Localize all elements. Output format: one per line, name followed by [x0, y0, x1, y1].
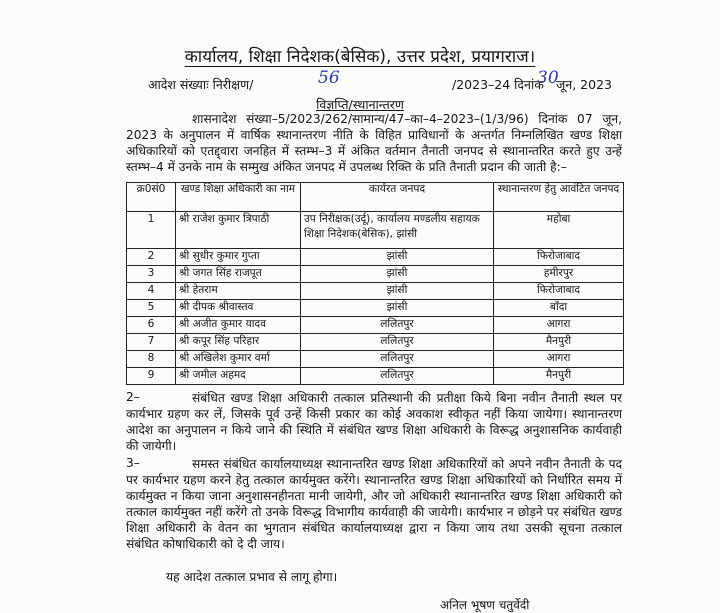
- table-row: [127, 212, 624, 249]
- serial-cell: 9: [127, 368, 176, 385]
- order-number: 56: [318, 68, 340, 88]
- order-label: आदेश संख्याः निरीक्षण/: [148, 77, 254, 92]
- current-district-cell: झांसी: [301, 266, 494, 283]
- name-cell: श्री कपूर सिंह परिहार: [176, 334, 301, 351]
- signature-name: अनिल भूषण चतुर्वेदी: [440, 598, 530, 612]
- order-year: /2023–24 दिनांक: [452, 77, 544, 92]
- serial-cell: 4: [127, 283, 176, 300]
- serial-cell: 5: [127, 300, 176, 317]
- name-cell: श्री राजेश कुमार त्रिपाठी: [176, 212, 301, 249]
- intro-paragraph: शासनादेश संख्या–5/2023/262/सामान्य/47–का–4–2023–(1/3/96) दिनांक 07 जून, 2023 के अनुपालन में वार्षिक स्थानान्तरण नीति के विहित प्राविधानों के अन्तर्गत निम्नलिखित खण्ड शिक्षा अधिकारियों को एतद्द्वारा जनहित में स्तम्भ–3 में अंकित वर्तमान तैनाती जनपद से स्थानान्तरित करते हुए उन्हें स्तम्भ–4 में उनके नाम के सम्मुख अंकित जनपद में उपलब्ध रिक्ति के प्रति तैनाती प्रदान की जाती है:–: [126, 112, 622, 174]
- table-header-row: [127, 183, 624, 212]
- current-district-cell: झांसी: [301, 249, 494, 266]
- closing-line: यह आदेश तत्काल प्रभाव से लागू होगा।: [166, 570, 338, 584]
- name-cell: श्री जमील अहमद: [176, 368, 301, 385]
- current-district-cell: ललितपुर: [301, 351, 494, 368]
- serial-cell: 1: [127, 212, 176, 249]
- serial-cell: 8: [127, 351, 176, 368]
- point-2-paragraph: संबंधित खण्ड शिक्षा अधिकारी तत्काल प्रतिस्थानी की प्रतीक्षा किये बिना नवीन तैनाती स्थल पर कार्यभार ग्रहण कर लें, जिसके पूर्व उन्हें किसी प्रकार का कोई अवकाश स्वीकृत नहीं किया जायेगा। स्थानान्तरण आदेश का अनुपालन न किये जाने की स्थिति में संबंधित खण्ड शिक्षा अधिकारी के विरूद्ध अनुशासनिक कार्यवाही की जायेगी।: [126, 391, 622, 453]
- table-row: [127, 249, 624, 266]
- point-2-number: 2–: [126, 390, 140, 404]
- col-header-allotted-district: स्थानान्तरण हेतु आवंटित जनपद: [494, 183, 624, 212]
- name-cell: श्री हेतराम: [176, 283, 301, 300]
- allotted-district-cell: आगरा: [494, 317, 624, 334]
- subject-title: विज्ञप्ति/स्थानान्तरण: [316, 97, 404, 112]
- col-header-serial: क्र0सं0: [127, 183, 176, 212]
- serial-cell: 3: [127, 266, 176, 283]
- current-district-cell: उप निरीक्षक(उर्दू), कार्यालय मण्डलीय सहायक शिक्षा निदेशक(बेसिक), झांसी: [301, 212, 494, 249]
- point-3-number: 3–: [126, 456, 140, 470]
- serial-cell: 7: [127, 334, 176, 351]
- allotted-district-cell: महोबा: [494, 212, 624, 249]
- current-district-cell: झांसी: [301, 283, 494, 300]
- table-row: [127, 317, 624, 334]
- name-cell: श्री जगत सिंह राजपूत: [176, 266, 301, 283]
- name-cell: श्री दीपक श्रीवास्तव: [176, 300, 301, 317]
- name-cell: श्री अजीत कुमार यादव: [176, 317, 301, 334]
- allotted-district-cell: फिरोजाबाद: [494, 249, 624, 266]
- allotted-district-cell: आगरा: [494, 351, 624, 368]
- transfer-table: [126, 182, 624, 385]
- table-row: [127, 334, 624, 351]
- current-district-cell: ललितपुर: [301, 368, 494, 385]
- table-row: [127, 266, 624, 283]
- serial-cell: 2: [127, 249, 176, 266]
- current-district-cell: ललितपुर: [301, 317, 494, 334]
- allotted-district-cell: बाँदा: [494, 300, 624, 317]
- allotted-district-cell: मैनपुरी: [494, 368, 624, 385]
- current-district-cell: झांसी: [301, 300, 494, 317]
- table-row: [127, 283, 624, 300]
- point-3-paragraph: समस्त संबंधित कार्यालयाध्यक्ष स्थानान्तरित खण्ड शिक्षा अधिकारियों को अपने नवीन तैनाती के पद पर कार्यभार ग्रहण करने हेतु तत्काल कार्यमुक्त करेंगे। स्थानान्तरित खण्ड शिक्षा अधिकारियों को निर्धारित समय में कार्यमुक्त न किया जाना अनुशासनहीनता मानी जायेगी, और जो अधिकारी स्थानान्तरित खण्ड शिक्षा अधिकारी को तत्काल कार्यमुक्त नहीं करेंगे तो उनके विरूद्ध विभागीय कार्यवाही की जायेगी। कार्यभार न छोड़ने पर संबंधित खण्ड शिक्षा अधिकारी के वेतन का भुगतान संबंधित कार्यालयाध्यक्ष द्वारा न किया जाय तथा उसकी सूचना तत्काल संबंधित कोषाधिकारी को दे दी जाय।: [126, 457, 622, 551]
- current-district-cell: ललितपुर: [301, 334, 494, 351]
- allotted-district-cell: मैनपुरी: [494, 334, 624, 351]
- allotted-district-cell: हमीरपुर: [494, 266, 624, 283]
- table-row: [127, 368, 624, 385]
- col-header-name: खण्ड शिक्षा अधिकारी का नाम: [176, 183, 301, 212]
- name-cell: श्री सुधीर कुमार गुप्ता: [176, 249, 301, 266]
- order-month-year: जून, 2023: [556, 77, 612, 92]
- table-row: [127, 300, 624, 317]
- name-cell: श्री अखिलेश कुमार वर्मा: [176, 351, 301, 368]
- allotted-district-cell: फिरोजाबाद: [494, 283, 624, 300]
- table-row: [127, 351, 624, 368]
- office-heading: कार्यालय, शिक्षा निदेशक(बेसिक), उत्तर प्रदेश, प्रयागराज।: [184, 47, 536, 67]
- serial-cell: 6: [127, 317, 176, 334]
- order-day: 30: [537, 68, 559, 88]
- col-header-current-district: कार्यरत जनपद: [301, 183, 494, 212]
